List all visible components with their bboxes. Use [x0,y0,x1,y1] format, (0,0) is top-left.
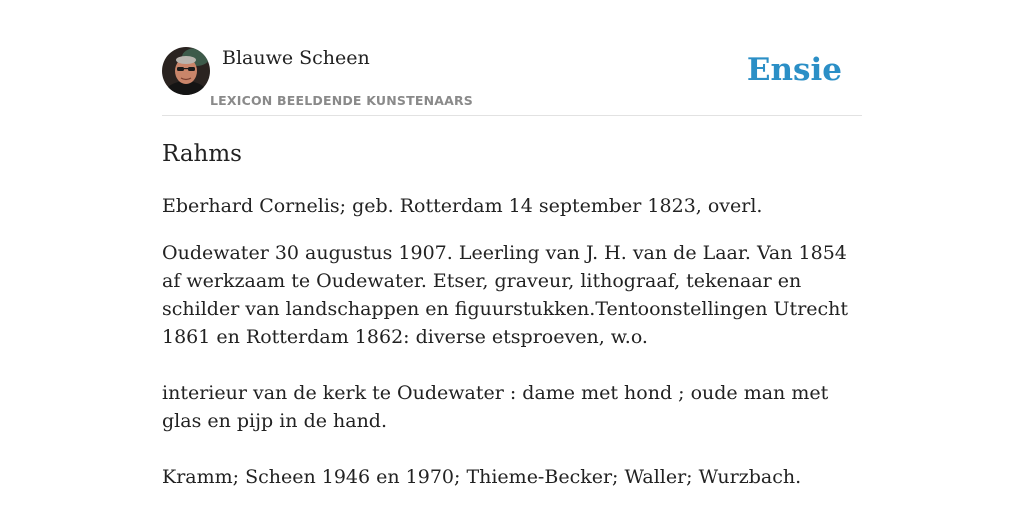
article-body [162,239,862,491]
ensie-logo[interactable]: Ensie [746,52,842,88]
user-avatar-photo-icon [162,47,210,95]
author-name[interactable]: Blauwe Scheen [222,47,370,69]
article-paragraph: Oudewater 30 augustus 1907. Leerling van J. H. van de Laar. Van 1854 af werkzaam te Oudewater. Etser, graveur, lithograaf, tekenaar en schilder van landschappen en figuurstukken.Tentoonstellingen Utrecht 1861 en Rotterdam 1862: diverse etsproeven, w.o. [162,242,849,348]
article-paragraph: Kramm; Scheen 1946 en 1970; Thieme-Becker; Waller; Wurzbach. [162,466,802,488]
header-divider [162,115,862,116]
category-label[interactable]: LEXICON BEELDENDE KUNSTENAARS [210,93,474,108]
author-avatar[interactable] [162,47,210,95]
article-title: Rahms [162,141,242,167]
article-lead: Eberhard Cornelis; geb. Rotterdam 14 september 1823, overl. [162,195,763,217]
article-paragraph: interieur van de kerk te Oudewater : dame met hond ; oude man met glas en pijp in de hand. [162,382,829,432]
